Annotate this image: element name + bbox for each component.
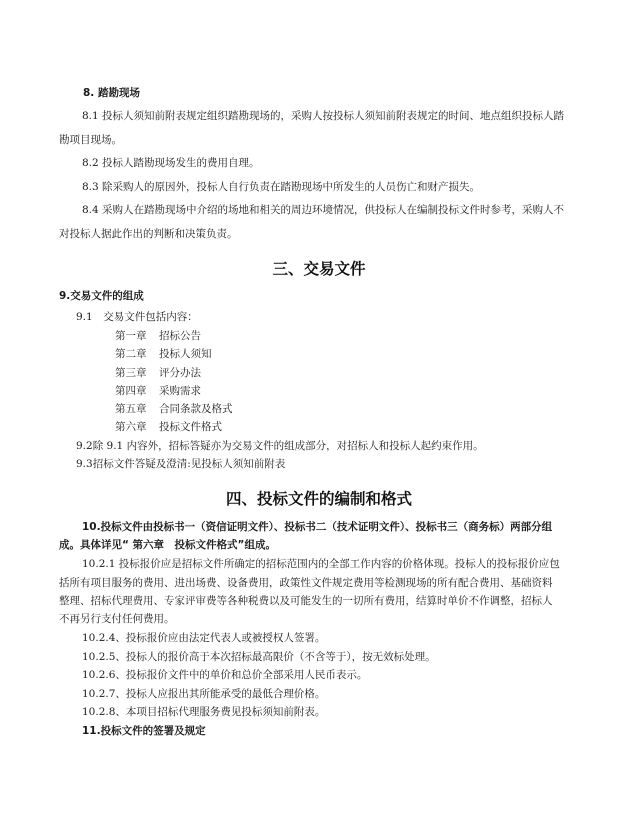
section-10-2-1-line-2: 括所有项目服务的费用、进出场费、设备费用，政策性文件规定费用等检测现场的所有配合费用、基础资料 [59,577,553,589]
section-8-1-line-1: 8.1 投标人须知前附表规定组织踏勘现场的，采购人按投标人须知前附表规定的时间、地点组织投标人踏 [82,110,565,122]
chapter-number: 第二章 [115,348,147,360]
chapter-number: 第五章 [115,403,147,415]
section-9-3: 9.3招标文件答疑及澄清:见投标人须知前附表 [76,458,286,470]
chapter-number: 第三章 [115,367,147,379]
chapter-number: 第四章 [115,385,147,397]
section-10-2-1-line-4: 不再另行支付任何费用。 [59,613,175,625]
chapter-name: 合同条款及格式 [159,403,233,415]
chapter-name: 评分办法 [159,367,201,379]
section-9-1: 9.1 交易文件包括内容： [76,311,198,323]
chapter-number: 第一章 [115,330,147,342]
section-10-2-7: 10.2.7、投标人应报出其所能承受的最低合理价格。 [82,688,326,700]
chapter-number: 第六章 [115,421,147,433]
section-10-2-8: 10.2.8、本项目招标代理服务费见投标须知前附表。 [82,706,326,718]
chapter-list-item [115,420,222,434]
chapter-name: 投标人须知 [159,348,212,360]
chapter-heading-3: 三、交易文件 [272,260,366,278]
chapter-name: 采购需求 [159,385,201,397]
section-8-4-line-2: 对投标人据此作出的判断和决策负责。 [59,228,238,240]
section-10-2-6: 10.2.6、投标报价文件中的单价和总价全部采用人民币表示。 [82,669,368,681]
chapter-list-item [115,402,233,416]
section-10-title-line-1: 10.投标文件由投标书一（资信证明文件）、投标书二（技术证明文件）、投标书三（商务标）两部分组 [82,521,553,533]
section-10-2-1-line-1: 10.2.1 投标报价应是招标文件所确定的招标范围内的全部工作内容的价格体现。投标人的投标报价应包 [82,558,560,570]
chapter-name: 投标文件格式 [159,421,222,433]
chapter-heading-4: 四、投标文件的编制和格式 [225,490,412,508]
section-10-2-5: 10.2.5、投标人的报价高于本次招标最高限价（不含等于），按无效标处理。 [82,651,436,663]
chapter-list-item [115,366,201,380]
section-8-4-line-1: 8.4 采购人在踏勘现场中介绍的场地和相关的周边环境情况，供投标人在编制投标文件时参考，采购人不 [82,204,565,216]
section-8-1-line-2: 勘项目现场。 [59,134,122,146]
section-9-title: 9.交易文件的组成 [59,290,144,302]
section-10-2-4: 10.2.4、投标报价应由法定代表人或被授权人签署。 [82,632,326,644]
section-8-title: 8. 踏勘现场 [83,87,140,99]
section-8-3: 8.3 除采购人的原因外，投标人自行负责在踏勘现场中所发生的人员伤亡和财产损失。 [82,181,481,193]
chapter-list-item [115,384,201,398]
section-9-2: 9.2除 9.1 内容外，招标答疑亦为交易文件的组成部分，对招标人和投标人起约束作用。 [76,440,484,452]
section-10-title-line-2: 成。具体详见“ 第六章 投标文件格式”组成。 [59,539,276,551]
section-8-2: 8.2 投标人踏勘现场发生的费用自理。 [82,157,260,169]
chapter-list-item [115,347,212,361]
section-11-title: 11.投标文件的签署及规定 [82,725,206,737]
chapter-list-item [115,329,201,343]
section-10-2-1-line-3: 整理、招标代理费用、专家评审费等各种税费以及可能发生的一切所有费用，结算时单价不作调整，招标人 [59,595,553,607]
chapter-name: 招标公告 [159,330,201,342]
